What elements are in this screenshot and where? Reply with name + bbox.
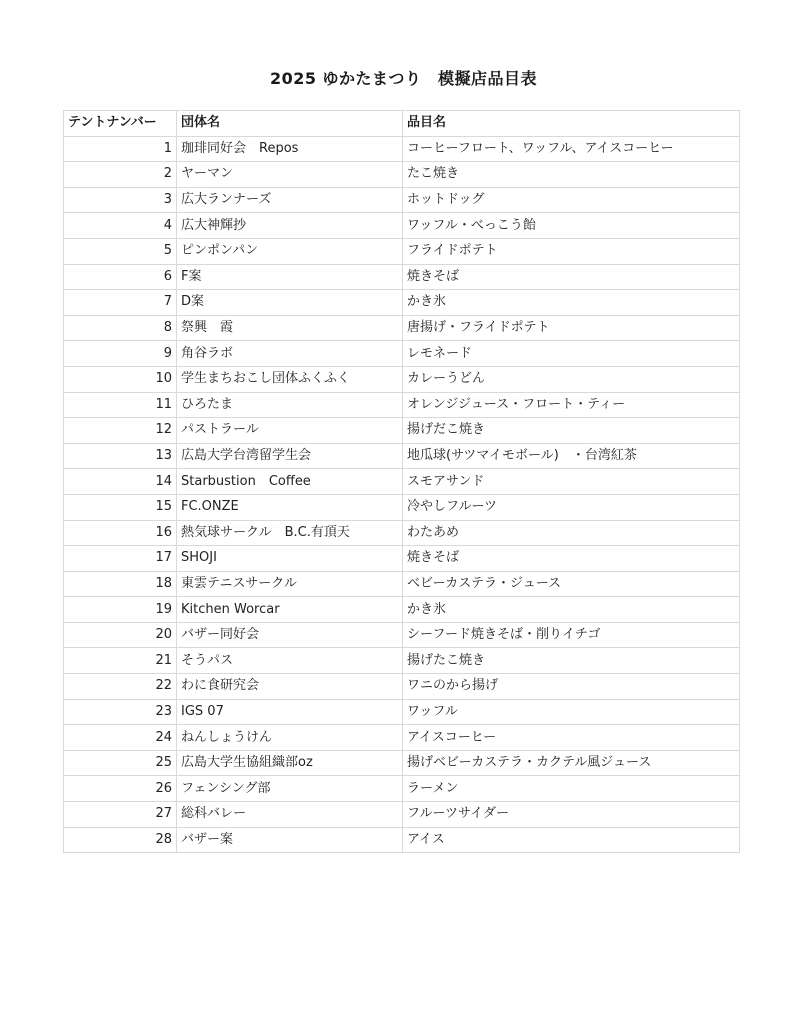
- table-row: [64, 699, 740, 725]
- table-header-row: [64, 111, 740, 137]
- item-name-cell: ワッフル: [403, 699, 740, 725]
- group-name-cell: SHOJI: [177, 546, 403, 572]
- tent-number-cell: 1: [64, 136, 177, 162]
- stall-item-table: [63, 110, 740, 853]
- group-name-cell: そうパス: [177, 648, 403, 674]
- header-tent-number: テントナンバー: [64, 111, 177, 137]
- tent-number-cell: 10: [64, 366, 177, 392]
- tent-number-cell: 13: [64, 443, 177, 469]
- tent-number-cell: 8: [64, 315, 177, 341]
- group-name-cell: わに食研究会: [177, 674, 403, 700]
- item-name-cell: 焼きそば: [403, 264, 740, 290]
- table-row: [64, 674, 740, 700]
- tent-number-cell: 6: [64, 264, 177, 290]
- group-name-cell: パストラール: [177, 418, 403, 444]
- tent-number-cell: 7: [64, 290, 177, 316]
- item-name-cell: 揚げベビーカステラ・カクテル風ジュース: [403, 750, 740, 776]
- item-name-cell: 地瓜球(サツマイモボール) ・台湾紅茶: [403, 443, 740, 469]
- item-name-cell: かき氷: [403, 290, 740, 316]
- group-name-cell: ピンポンパン: [177, 238, 403, 264]
- table-row: [64, 648, 740, 674]
- group-name-cell: D案: [177, 290, 403, 316]
- tent-number-cell: 28: [64, 827, 177, 853]
- table-body: [64, 136, 740, 853]
- table-row: [64, 290, 740, 316]
- table-row: [64, 443, 740, 469]
- item-name-cell: ワニのから揚げ: [403, 674, 740, 700]
- group-name-cell: ねんしょうけん: [177, 725, 403, 751]
- group-name-cell: 熱気球サークル B.C.有頂天: [177, 520, 403, 546]
- group-name-cell: 東雲テニスサークル: [177, 571, 403, 597]
- header-item-name: 品目名: [403, 111, 740, 137]
- tent-number-cell: 15: [64, 494, 177, 520]
- group-name-cell: ひろたま: [177, 392, 403, 418]
- tent-number-cell: 4: [64, 213, 177, 239]
- item-name-cell: かき氷: [403, 597, 740, 623]
- group-name-cell: 広大ランナーズ: [177, 187, 403, 213]
- tent-number-cell: 21: [64, 648, 177, 674]
- table-row: [64, 827, 740, 853]
- table-row: [64, 571, 740, 597]
- tent-number-cell: 16: [64, 520, 177, 546]
- group-name-cell: 祭興 霞: [177, 315, 403, 341]
- group-name-cell: IGS 07: [177, 699, 403, 725]
- table-row: [64, 366, 740, 392]
- group-name-cell: 広島大学生協組織部oz: [177, 750, 403, 776]
- group-name-cell: Starbustion Coffee: [177, 469, 403, 495]
- group-name-cell: 広島大学台湾留学生会: [177, 443, 403, 469]
- tent-number-cell: 20: [64, 622, 177, 648]
- item-name-cell: レモネード: [403, 341, 740, 367]
- table-row: [64, 264, 740, 290]
- tent-number-cell: 19: [64, 597, 177, 623]
- item-name-cell: ワッフル・べっこう飴: [403, 213, 740, 239]
- item-name-cell: オレンジジュース・フロート・ティー: [403, 392, 740, 418]
- item-name-cell: ホットドッグ: [403, 187, 740, 213]
- group-name-cell: バザー同好会: [177, 622, 403, 648]
- tent-number-cell: 12: [64, 418, 177, 444]
- group-name-cell: 広大神輝抄: [177, 213, 403, 239]
- item-name-cell: 焼きそば: [403, 546, 740, 572]
- item-name-cell: アイスコーヒー: [403, 725, 740, 751]
- table-row: [64, 520, 740, 546]
- table-row: [64, 750, 740, 776]
- tent-number-cell: 23: [64, 699, 177, 725]
- tent-number-cell: 25: [64, 750, 177, 776]
- table-row: [64, 802, 740, 828]
- item-name-cell: 揚げだこ焼き: [403, 418, 740, 444]
- table-row: [64, 162, 740, 188]
- group-name-cell: F案: [177, 264, 403, 290]
- item-name-cell: 冷やしフルーツ: [403, 494, 740, 520]
- table-row: [64, 725, 740, 751]
- tent-number-cell: 2: [64, 162, 177, 188]
- item-name-cell: アイス: [403, 827, 740, 853]
- tent-number-cell: 24: [64, 725, 177, 751]
- table-row: [64, 494, 740, 520]
- tent-number-cell: 3: [64, 187, 177, 213]
- table-row: [64, 213, 740, 239]
- tent-number-cell: 27: [64, 802, 177, 828]
- group-name-cell: ヤーマン: [177, 162, 403, 188]
- item-name-cell: フルーツサイダー: [403, 802, 740, 828]
- table-row: [64, 136, 740, 162]
- group-name-cell: 角谷ラボ: [177, 341, 403, 367]
- item-name-cell: カレーうどん: [403, 366, 740, 392]
- table-row: [64, 418, 740, 444]
- item-name-cell: コーヒーフロート、ワッフル、アイスコーヒー: [403, 136, 740, 162]
- group-name-cell: 総科バレー: [177, 802, 403, 828]
- item-name-cell: わたあめ: [403, 520, 740, 546]
- table-row: [64, 546, 740, 572]
- header-group-name: 団体名: [177, 111, 403, 137]
- tent-number-cell: 17: [64, 546, 177, 572]
- item-name-cell: 揚げたこ焼き: [403, 648, 740, 674]
- tent-number-cell: 22: [64, 674, 177, 700]
- table-row: [64, 776, 740, 802]
- group-name-cell: 学生まちおこし団体ふくふく: [177, 366, 403, 392]
- item-name-cell: 唐揚げ・フライドポテト: [403, 315, 740, 341]
- item-name-cell: ラーメン: [403, 776, 740, 802]
- item-name-cell: フライドポテト: [403, 238, 740, 264]
- tent-number-cell: 26: [64, 776, 177, 802]
- item-name-cell: たこ焼き: [403, 162, 740, 188]
- page-title: 2025 ゆかたまつり 模擬店品目表: [269, 69, 538, 88]
- group-name-cell: Kitchen Worcar: [177, 597, 403, 623]
- table-row: [64, 469, 740, 495]
- table-row: [64, 238, 740, 264]
- group-name-cell: バザー案: [177, 827, 403, 853]
- table-row: [64, 341, 740, 367]
- table-row: [64, 597, 740, 623]
- tent-number-cell: 11: [64, 392, 177, 418]
- table-row: [64, 315, 740, 341]
- group-name-cell: フェンシング部: [177, 776, 403, 802]
- tent-number-cell: 14: [64, 469, 177, 495]
- tent-number-cell: 18: [64, 571, 177, 597]
- group-name-cell: FC.ONZE: [177, 494, 403, 520]
- item-name-cell: シーフード焼きそば・削りイチゴ: [403, 622, 740, 648]
- tent-number-cell: 5: [64, 238, 177, 264]
- item-name-cell: ベビーカステラ・ジュース: [403, 571, 740, 597]
- tent-number-cell: 9: [64, 341, 177, 367]
- table-row: [64, 622, 740, 648]
- item-name-cell: スモアサンド: [403, 469, 740, 495]
- table-row: [64, 187, 740, 213]
- group-name-cell: 珈琲同好会 Repos: [177, 136, 403, 162]
- table-row: [64, 392, 740, 418]
